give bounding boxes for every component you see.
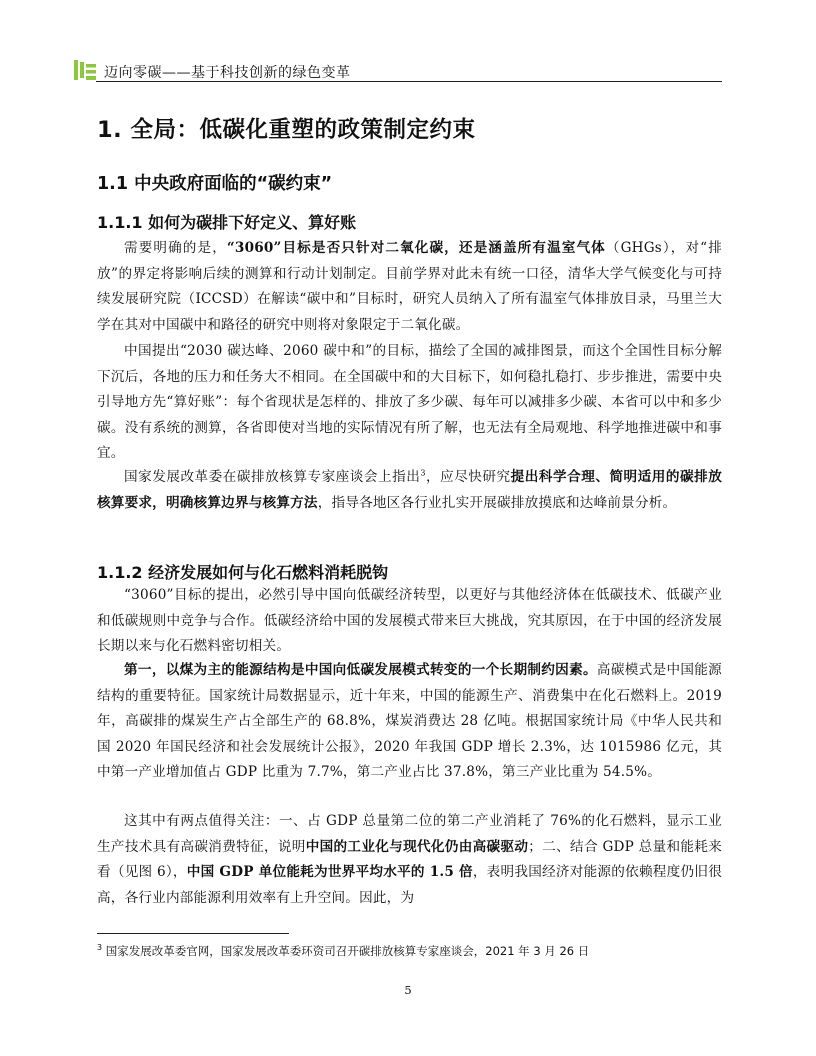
header-divider [96, 81, 722, 82]
section-heading-1-1-1: 1.1.1 如何为碳排下好定义、算好账 [97, 213, 357, 232]
section-heading-1: 1. 全局：低碳化重塑的政策制定约束 [97, 117, 476, 143]
paragraph-1-1-1-c: 国家发展改革委在碳排放核算专家座谈会上指出$^3$，应尽快研究提出科学合理、简明适用的碳排放核算要求，明确核算边界与核算方法，指导各地区各行业扎实开展碳排放摸底和达峰前景分析。 [97, 468, 723, 511]
section-heading-1-1-2: 1.1.2 经济发展如何与化石燃料消耗脱钩 [97, 563, 389, 582]
footnote-marker: 3 [97, 943, 103, 953]
paragraph-1-1-1-b: 中国提出“2030 碳达峰、2060 碳中和”的目标，描绘了全国的减排图景，而这个全国性目标分解下沉后，各地的压力和任务大不相同。在全国碳中和的大目标下，如何稳扎稳打、步步推进，需要中央引导地方先“算好账”：每个省现状是怎样的、排放了多少碳、每年可以减排多少碳、本省可以中和多少碳。没有系统的测算，各省即使对当地的实际情况有所了解，也无法有全局观地、科学地推进碳中和事宜。 [97, 343, 722, 461]
paragraph-1-1-2-b: 第一，以煤为主的能源结构是中国向低碳发展模式转变的一个长期制约因素。高碳模式是中国能源结构的重要特征。国家统计局数据显示，近十年来，中国的能源生产、消费集中在化石燃料上。2019 年，高碳排的煤炭生产占全部生产的 68.8%，煤炭消费达 28 亿吨。根据国家统计局《中华人民共和国 2020 年国民经济和社会发展统计公报》，2020 年我国 GDP 增长 2.3%，达 1015986 亿元，其中第一产业增加值占 GDP 比重为 7.7%，第二产业占比 37.8%，第三产业比重为 54.5%。 [97, 662, 722, 780]
header-title: 迈向零碳——基于科技创新的绿色变革 [104, 65, 351, 81]
footnote-text: 国家发展改革委官网，国家发展改革委环资司召开碳排放核算专家座谈会，2021 年 3 月 26 日 [105, 944, 590, 958]
footnote-divider [97, 933, 289, 934]
section-heading-1-1: 1.1 中央政府面临的“碳约束” [97, 174, 333, 194]
paragraph-1-1-2-a: “3060”目标的提出，必然引导中国向低碳经济转型，以更好与其他经济体在低碳技术、低碳产业和低碳规则中竞争与合作。低碳经济给中国的发展模式带来巨大挑战，究其原因，在于中国的经济发展长期以来与化石燃料密切相关。 [97, 587, 722, 654]
paragraph-1-1-1-a: 需要明确的是，“3060”目标是否只针对二氧化碳，还是涵盖所有温室气体（GHGs），对“排放”的界定将影响后续的测算和行动计划制定。目前学界对此未有统一口径，清华大学气候变化与可持续发展研究院（ICCSD）在解读“碳中和”目标时，研究人员纳入了所有温室气体排放目录，马里兰大学在其对中国碳中和路径的研究中则将对象限定于二氧化碳。 [97, 240, 722, 333]
page-header [72, 58, 722, 82]
green-bars-logo-icon [74, 60, 96, 80]
footnote-ref[interactable]: 3 [420, 468, 426, 478]
footnote [97, 943, 589, 959]
page-number: 5 [404, 983, 412, 997]
paragraph-1-1-2-c: 这其中有两点值得关注：一、占 GDP 总量第二位的第二产业消耗了 76%的化石燃料，显示工业生产技术具有高碳消费特征，说明中国的工业化与现代化仍由高碳驱动；二、结合 GDP 总量和能耗来看（见图 6），中国 GDP 单位能耗为世界平均水平的 1.5 倍，表明我国经济对能源的依赖程度仍旧很高，各行业内部能源利用效率有上升空间。因此，为 [97, 813, 722, 906]
